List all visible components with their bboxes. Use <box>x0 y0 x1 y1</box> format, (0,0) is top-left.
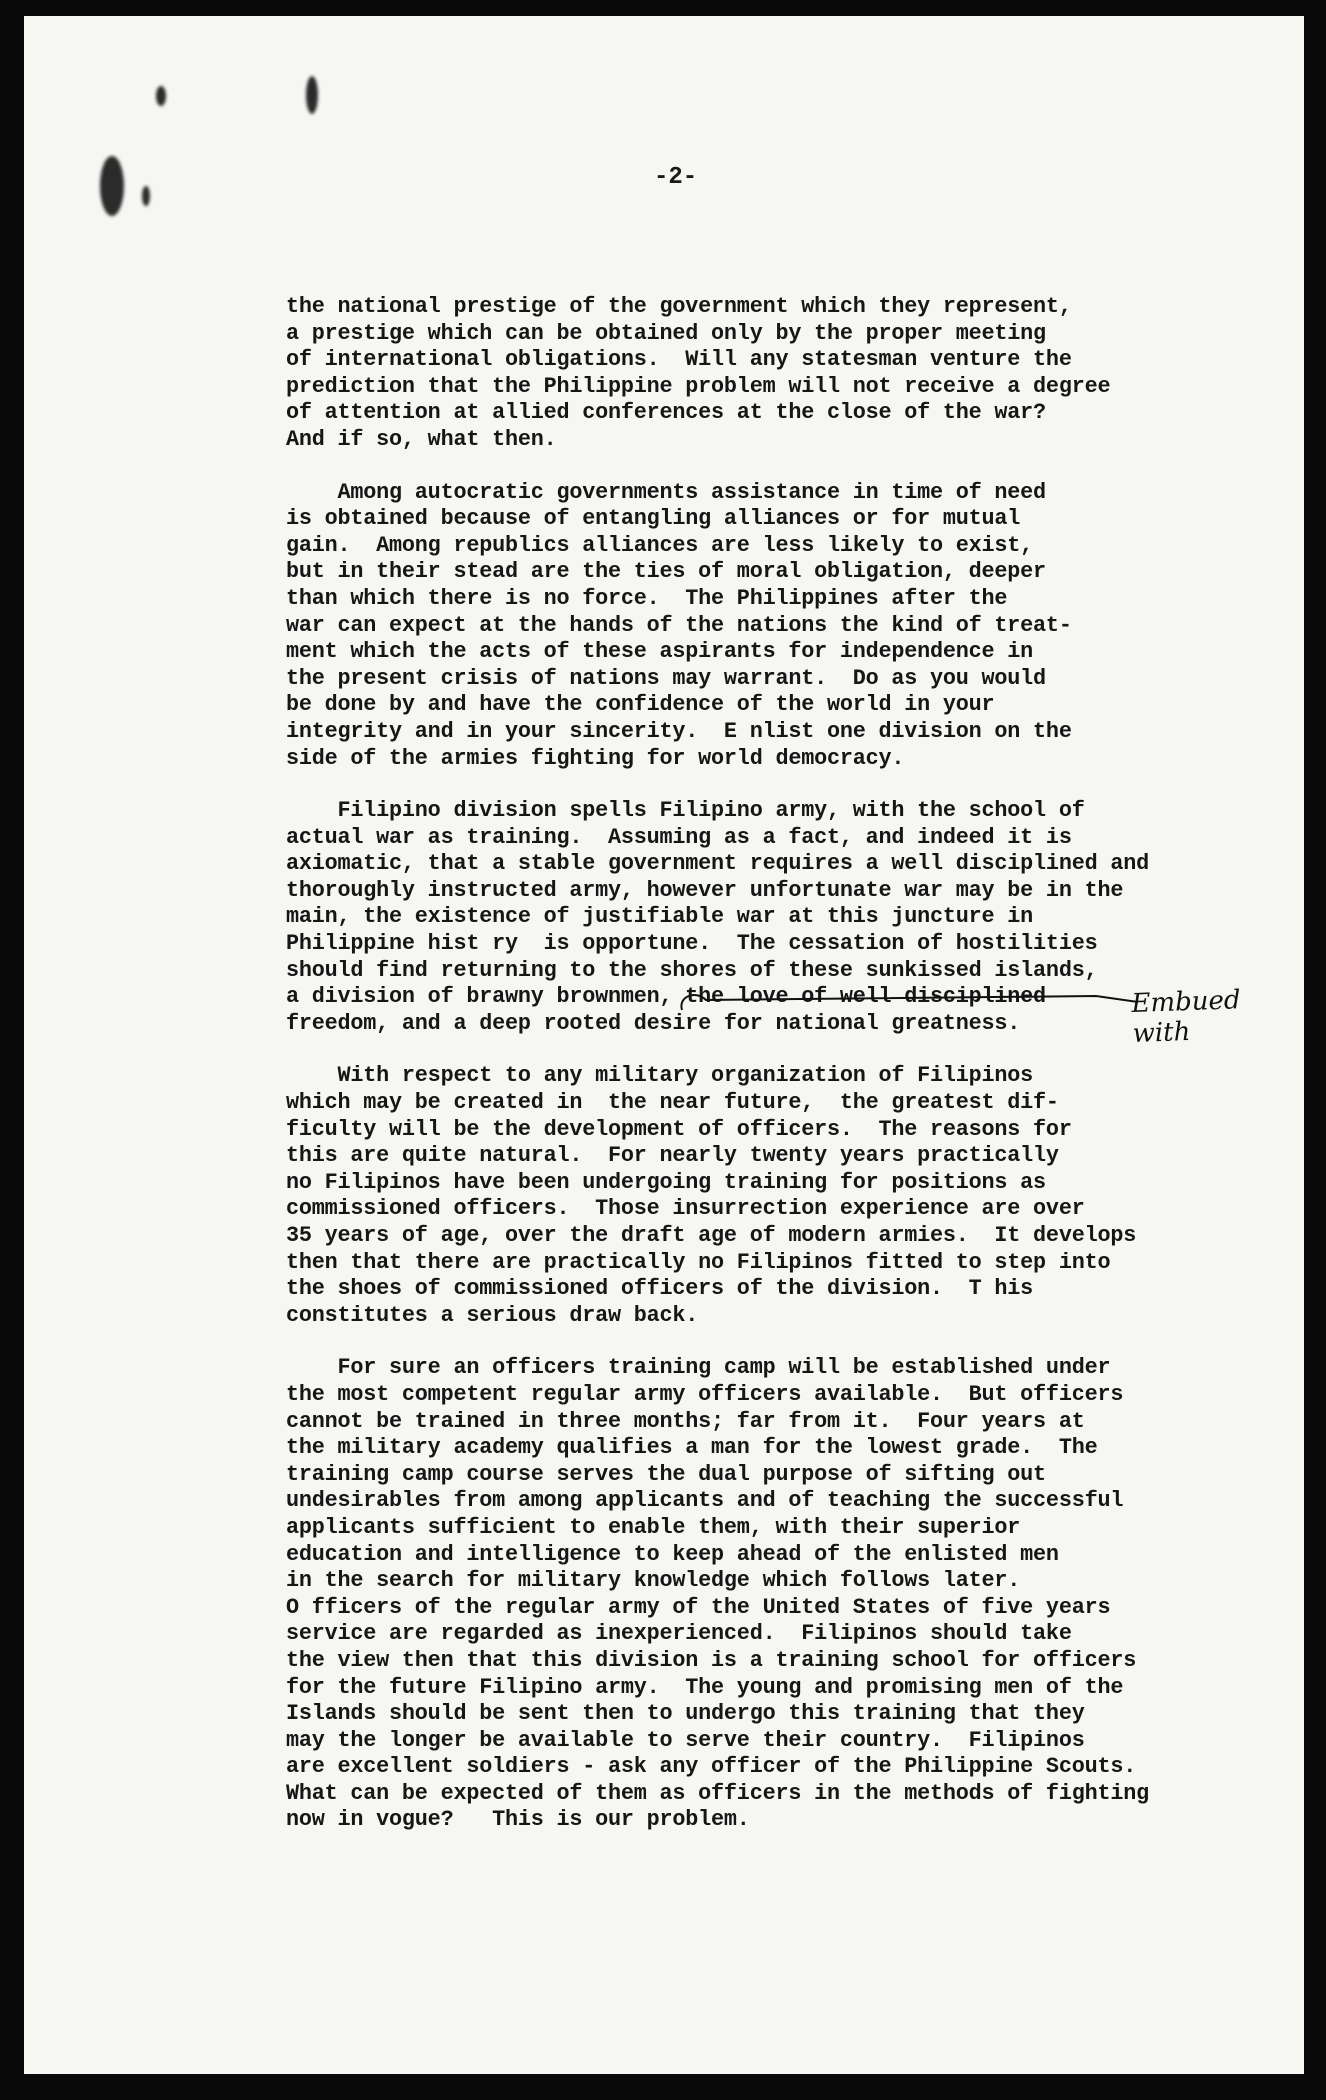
text-line: Islands should be sent then to undergo this training that they <box>286 1701 1085 1727</box>
text-line: ment which the acts of these aspirants for independence in <box>286 639 1034 665</box>
text-line: training camp course serves the dual purpose of sifting out <box>286 1461 1046 1487</box>
document-body <box>286 294 1286 1860</box>
text-line: integrity and in your sincerity. E nlist one division on the <box>286 718 1072 744</box>
text-line: O fficers of the regular army of the United States of five years <box>286 1594 1111 1620</box>
text-line: for the future Filipino army. The young and promising men of the <box>286 1674 1124 1700</box>
text-line: cannot be trained in three months; far from it. Four years at <box>286 1408 1085 1434</box>
text-line: Filipino division spells Filipino army, with the school of <box>286 798 1085 824</box>
text-line: may the longer be available to serve their country. Filipinos <box>286 1727 1085 1753</box>
text-line: thoroughly instructed army, however unfortunate war may be in the <box>286 877 1124 903</box>
text-line: then that there are practically no Filipinos fitted to step into <box>286 1249 1111 1275</box>
text-line: the present crisis of nations may warrant. Do as you would <box>286 665 1046 691</box>
text-line: no Filipinos have been undergoing training for positions as <box>286 1169 1046 1195</box>
text-line: which may be created in the near future, the greatest dif- <box>286 1090 1059 1116</box>
text-line: undesirables from among applicants and of teaching the successful <box>286 1488 1124 1514</box>
margin-smudge <box>100 156 124 216</box>
document-page <box>24 16 1304 2074</box>
paragraph <box>286 1063 1286 1329</box>
text-line: the shoes of commissioned officers of the division. T his <box>286 1276 1034 1302</box>
text-line: but in their stead are the ties of moral obligation, deeper <box>286 559 1046 585</box>
text-line: main, the existence of justifiable war at this juncture in <box>286 904 1034 930</box>
text-line: Philippine hist ry is opportune. The cessation of hostilities <box>286 931 1098 957</box>
text-line: than which there is no force. The Philippines after the <box>286 585 1008 611</box>
handwritten-loop-mark <box>676 988 1146 1018</box>
text-line: freedom, and a deep rooted desire for national greatness. <box>286 1010 1021 1036</box>
text-line: be done by and have the confidence of the world in your <box>286 692 995 718</box>
text-line: the national prestige of the government which they represent, <box>286 294 1072 319</box>
text-line: the most competent regular army officers available. But officers <box>286 1381 1124 1407</box>
text-line: in the search for military knowledge which follows later. <box>286 1568 1021 1594</box>
text-line: a division of brawny brownmen, the love of well disciplined <box>286 984 1046 1010</box>
text-line: are excellent soldiers - ask any officer of the Philippine Scouts. <box>286 1754 1137 1780</box>
text-line: education and intelligence to keep ahead of the enlisted men <box>286 1541 1059 1567</box>
text-line: a prestige which can be obtained only by the proper meeting <box>286 320 1046 346</box>
text-line: of attention at allied conferences at the close of the war? <box>286 400 1046 426</box>
text-line: prediction that the Philippine problem will not receive a degree <box>286 373 1111 399</box>
text-line: What can be expected of them as officers in the methods of fighting <box>286 1780 1149 1806</box>
text-line: the view then that this division is a training school for officers <box>286 1647 1137 1673</box>
paragraph <box>286 1355 1286 1834</box>
text-line: the military academy qualifies a man for the lowest grade. The <box>286 1435 1098 1461</box>
margin-smudge <box>142 186 150 206</box>
text-line: is obtained because of entangling alliances or for mutual <box>286 506 1021 532</box>
text-line: For sure an officers training camp will be established under <box>286 1355 1111 1381</box>
text-line: Among autocratic governments assistance in time of need <box>286 479 1046 505</box>
text-line: With respect to any military organization of Filipinos <box>286 1063 1034 1089</box>
paragraph <box>286 294 1286 454</box>
text-line: actual war as training. Assuming as a fact, and indeed it is <box>286 824 1072 850</box>
text-line: of international obligations. Will any statesman venture the <box>286 347 1072 373</box>
handwritten-margin-note: Embued with <box>1131 985 1242 1049</box>
text-line: And if so, what then. <box>286 426 557 452</box>
text-line: service are regarded as inexperienced. Filipinos should take <box>286 1621 1072 1647</box>
text-line: 35 years of age, over the draft age of modern armies. It develops <box>286 1223 1137 1248</box>
margin-smudge <box>156 86 166 106</box>
text-line: war can expect at the hands of the nations the kind of treat- <box>286 612 1072 638</box>
text-line: applicants sufficient to enable them, with their superior <box>286 1514 1021 1540</box>
text-line: now in vogue? This is our problem. <box>286 1807 750 1833</box>
text-line: commissioned officers. Those insurrection experience are over <box>286 1196 1085 1222</box>
text-line: ficulty will be the development of officers. The reasons for <box>286 1116 1072 1142</box>
text-line: gain. Among republics alliances are less likely to exist, <box>286 532 1034 558</box>
text-line: axiomatic, that a stable government requires a well disciplined and <box>286 851 1149 877</box>
text-line: this are quite natural. For nearly twenty years practically <box>286 1143 1059 1169</box>
paragraph <box>286 480 1286 773</box>
text-line: constitutes a serious draw back. <box>286 1302 699 1328</box>
text-line: should find returning to the shores of these sunkissed islands, <box>286 957 1098 983</box>
page-number: -2- <box>654 164 698 191</box>
margin-smudge <box>306 76 318 114</box>
text-line: side of the armies fighting for world democracy. <box>286 745 905 771</box>
